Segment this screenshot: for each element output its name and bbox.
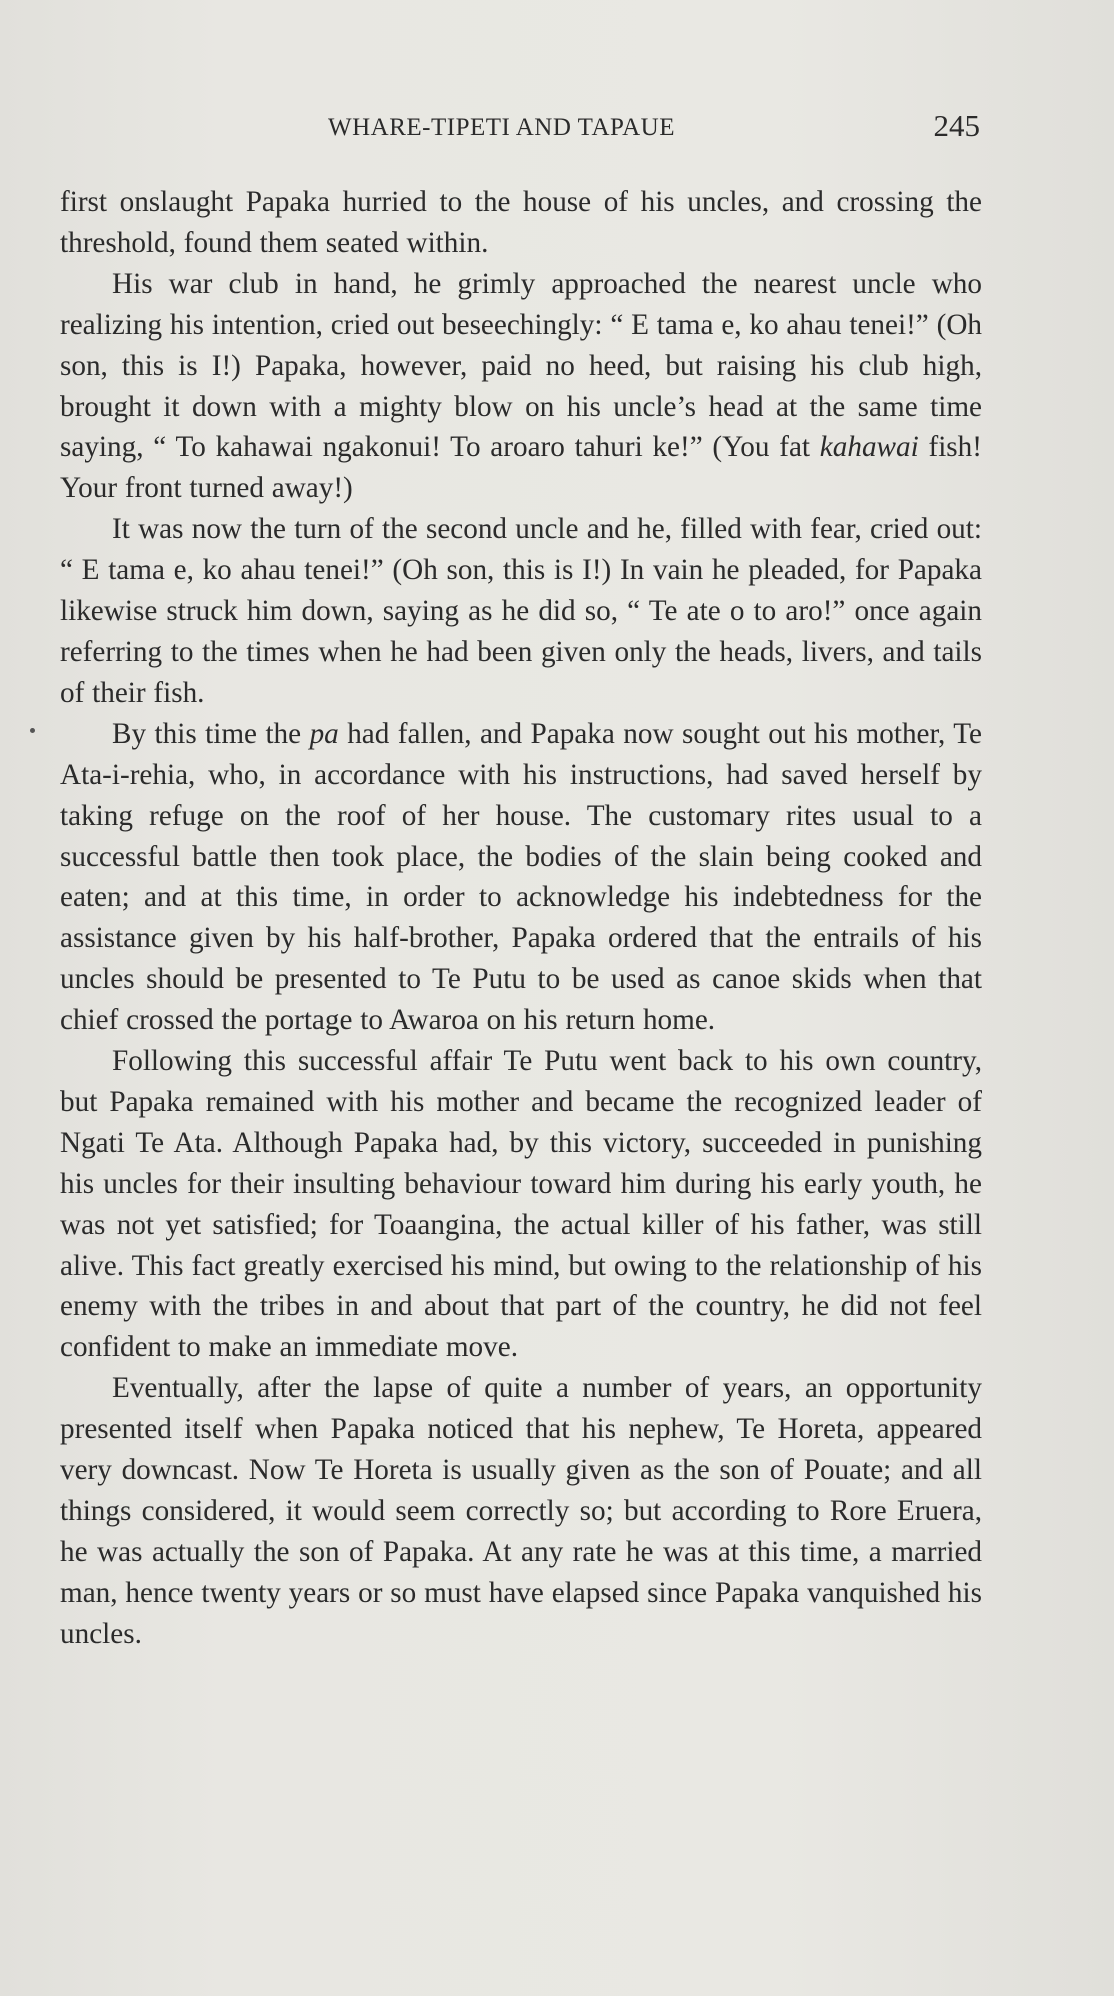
paragraph-2 [60,264,982,509]
body-text [60,182,982,1655]
italic-term-kahawai: kahawai [819,431,919,464]
page-number: 245 [933,108,980,143]
paragraph-2-text: His war club in hand, he grimly approached the nearest uncle who realizing his intention, cried out beseechingly: “ E tama e, ko ahau tenei!” (Oh son, this is I!) Papaka, however, paid no heed, but raising his club high, brought it down with a mighty blow on his uncle’s head at the same time saying, “ To kahawai ngakonui! To aroaro tahuri ke!” (You fat [60,267,982,464]
paragraph-4 [60,714,982,1041]
paragraph-4-text-end: had fallen, and Papaka now sought out his mother, Te Ata-i-rehia, who, in accordance with his instructions, had saved herself by taking refuge on the roof of her house. The customary rites usual to a successful battle then took place, the bodies of the slain being cooked and eaten; and at this time, in order to acknowledge his indebtedness for the assistance given by his half-brother, Papaka ordered that the entrails of his uncles should be presented to Te Putu to be used as canoe skids when that chief crossed the portage to Awaroa on his return home. [60,717,982,1037]
page-header [60,108,980,152]
italic-term-pa: pa [309,717,339,750]
paragraph-3: It was now the turn of the second uncle and he, filled with fear, cried out: “ E tama e, ko ahau tenei!” (Oh son, this is I!) In vain he pleaded, for Papaka likewise struck him down, saying as he did so, “ Te ate o to aro!” once again referring to the times when he had been given only the heads, livers, and tails of their fish. [60,513,982,709]
paragraph-1: first onslaught Papaka hurried to the house of his uncles, and crossing the threshold, found them seated within. [60,186,982,259]
paragraph-4-text: By this time the [112,717,310,750]
running-head: WHARE-TIPETI AND TAPAUE [328,114,675,141]
paragraph-2-text-end: fish! Your front turned away!) [60,431,982,505]
paragraph-5: Following this successful affair Te Putu went back to his own country, but Papaka remained with his mother and became the recognized leader of Ngati Te Ata. Although Papaka had, by this victory, succeeded in punishing his uncles for their insulting behaviour toward him during his early youth, he was not yet satisfied; for Toaangina, the actual killer of his father, was still alive. This fact greatly exercised his mind, but owing to the relationship of his enemy with the tribes in and about that part of the country, he did not feel confident to make an immediate move. [60,1045,982,1364]
paragraph-6: Eventually, after the lapse of quite a number of years, an opportunity presented itself when Papaka noticed that his nephew, Te Horeta, appeared very downcast. Now Te Horeta is usually given as the son of Pouate; and all things considered, it would seem correctly so; but according to Rore Eruera, he was actually the son of Papaka. At any rate he was at this time, a married man, hence twenty years or so must have elapsed since Papaka vanquished his uncles. [60,1372,982,1650]
margin-dot [30,728,35,733]
